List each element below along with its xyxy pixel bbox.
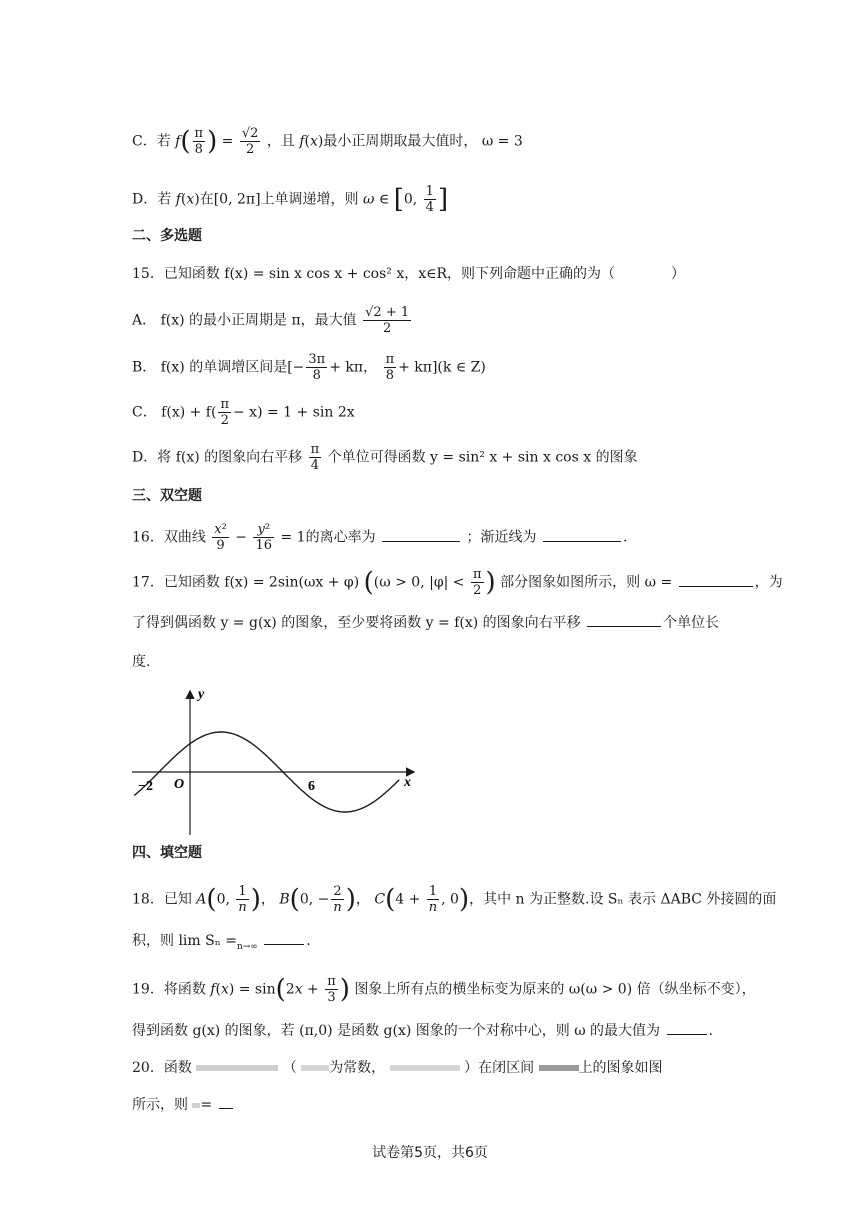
fraction: $\frac{1}{n}$ xyxy=(238,884,247,915)
fraction: $\frac{2}{n}$ xyxy=(333,884,342,915)
text: . xyxy=(708,1023,713,1039)
text: = 1的离心率为 xyxy=(280,529,376,546)
answer-blank[interactable] xyxy=(219,1094,233,1109)
x-axis-label: x xyxy=(404,775,411,790)
fraction: $\frac{\pi}{8}$ xyxy=(385,352,395,383)
section-multiple-choice: 二、多选题 xyxy=(132,228,202,244)
fraction: $\frac{√2 + 1}{2}$ xyxy=(365,305,410,336)
pos-tick-label: 6 xyxy=(308,779,315,794)
q14-option-c: C．若 f( $\frac{\pi}{8}$ ) = $\frac{√2}{2}$ ，且 f(x)最小正周期取最大值时， ω = 3 xyxy=(132,126,523,157)
text: 最小正周期取最大值时， xyxy=(323,133,478,150)
q15-stem xyxy=(132,264,685,284)
math-text: f(x) = sin x cos x + cos² x xyxy=(224,266,405,282)
q18-line2 xyxy=(132,930,311,957)
question-number: 19．将函数 xyxy=(132,981,206,998)
answer-blank[interactable] xyxy=(667,1020,707,1035)
text: 上的图象如图 xyxy=(578,1060,663,1076)
q18-line1: 18．已知 A(0, $\frac{1}{n}$ )， B(0, − $\frac{2}{n}$ )， C(4 + $\frac{1}{n}$ , 0)，其中 n 为正整数.设 Sₙ 表示 ΔABC 外接圆的面 xyxy=(132,884,777,915)
option-label: D．若 xyxy=(132,191,172,208)
question-number: 17．已知函数 xyxy=(132,574,220,591)
text: . xyxy=(306,933,311,949)
option-label: A． xyxy=(132,312,157,329)
garbled-formula xyxy=(196,1065,278,1071)
text: f(x) 的图象向右平移 xyxy=(175,449,303,466)
q20-line1 xyxy=(132,1058,663,1078)
fraction: $\frac{\text{x²}}{9}$ xyxy=(214,522,227,553)
garbled-interval xyxy=(539,1065,579,1071)
text: . xyxy=(622,529,628,546)
answer-blank[interactable] xyxy=(679,572,753,587)
option-label: C．若 xyxy=(132,133,171,150)
option-label: C． xyxy=(132,404,157,421)
fraction: $\frac{\pi}{4}$ xyxy=(310,442,320,473)
q19-line2 xyxy=(132,1020,713,1041)
math-text: (ω > 0, |φ| < xyxy=(373,574,465,591)
fraction: $\frac{√2}{2}$ xyxy=(241,126,259,157)
q14-option-d: D．若 f(x)在[0, 2π]上单调递增，则 ω ∈ [0, $\frac{1}{4}$ ] xyxy=(132,184,449,215)
q16: 16．双曲线 $\frac{\text{x²}}{9}$ − $\frac{\text{y²}}{16}$ = 1的离心率为 ；渐近线为 . xyxy=(132,522,628,553)
origin-label: O xyxy=(174,777,185,792)
fraction: $\frac{\text{y²}}{16}$ xyxy=(255,522,273,553)
fraction: $\frac{\pi}{2}$ xyxy=(220,397,229,428)
garbled-condition xyxy=(390,1065,460,1071)
text: 个单位可得函数 y = sin² x + sin x cos x 的图象 xyxy=(327,449,638,466)
text: + kπ](k ∈ Z) xyxy=(398,359,486,376)
text: ，其中 n 为正整数.设 Sₙ 表示 ΔABC 外接圆的面 xyxy=(469,891,777,908)
math-text: f(x) = 2sin(ωx + φ) xyxy=(224,574,360,591)
text: = xyxy=(200,1097,213,1113)
text: ，x∈R，则下列命题中正确的为（ ） xyxy=(404,266,686,282)
q20-line2 xyxy=(132,1094,235,1115)
text: 上单调递增，则 xyxy=(260,191,359,208)
math-text: ω = 3 xyxy=(481,133,523,150)
text: 部分图象如图所示，则 ω = xyxy=(500,574,673,591)
text: ；渐近线为 xyxy=(466,529,537,546)
q15-option-b xyxy=(132,352,486,383)
fraction: $\frac{3\pi}{8}$ xyxy=(308,352,326,383)
question-number: 15．已知函数 xyxy=(132,266,220,282)
fraction: $\frac{\pi}{3}$ xyxy=(327,974,336,1005)
math-text: lim Sₙ = xyxy=(178,933,237,949)
answer-blank[interactable] xyxy=(587,612,661,627)
fraction: $\frac{\pi}{8}$ xyxy=(194,126,204,157)
fraction: $\frac{\pi}{2}$ xyxy=(472,567,482,598)
q19-line1: 19．将函数 f(x) = sin(2x + $\frac{\pi}{3}$ ) 图象上所有点的横坐标变为原来的 ω(ω > 0) 倍（纵坐标不变）， xyxy=(132,974,756,1005)
text: 得到函数 g(x) 的图象，若 (π,0) 是函数 g(x) 图象的一个对称中心，则 ω 的最大值为 xyxy=(132,1023,661,1039)
section-double-blank: 三、双空题 xyxy=(132,488,202,504)
text: ，为 xyxy=(754,574,783,591)
section-fill-blank: 四、填空题 xyxy=(132,845,202,861)
fraction: $\frac{1}{n}$ xyxy=(428,884,438,915)
page-footer: 试卷第5页，共6页 xyxy=(372,1145,488,1161)
option-label: D．将 xyxy=(132,449,172,466)
text: + kπ， xyxy=(329,359,378,376)
neg-tick-label: −2 xyxy=(138,779,153,794)
text: 所示，则 xyxy=(132,1097,188,1113)
answer-blank[interactable] xyxy=(543,527,621,542)
text: 了得到偶函数 y = g(x) 的图象，至少要将函数 y = f(x) 的图象向右平移 xyxy=(132,615,581,631)
text: 图象上所有点的横坐标变为原来的 ω(ω > 0) 倍（纵坐标不变）， xyxy=(354,981,756,998)
question-number: 16．双曲线 xyxy=(132,529,206,546)
q15-option-d xyxy=(132,442,638,473)
limit-subscript: n→∞ xyxy=(236,941,258,952)
garbled-constants xyxy=(301,1065,329,1071)
q15-option-c xyxy=(132,397,355,428)
question-number: 20．函数 xyxy=(132,1060,192,1076)
option-label: B． xyxy=(132,359,157,376)
y-axis-label: y xyxy=(198,687,205,702)
text: 积，则 xyxy=(132,933,174,949)
q17-line1: 17．已知函数 f(x) = 2sin(ωx + φ) ((ω > 0, |φ| < $\frac{\pi}{2}$ ) 部分图象如图所示，则 ω = ，为 xyxy=(132,567,783,598)
math-text: f(x) + f( xyxy=(161,404,217,421)
text: f(x) 的最小正周期是 π，最大值 xyxy=(160,312,357,329)
text: 为常数， xyxy=(329,1060,386,1076)
math-text: [0, 2π] xyxy=(213,191,261,208)
text: ，且 xyxy=(266,133,295,150)
q15-option-a xyxy=(132,305,413,336)
text: ）在闭区间 xyxy=(464,1060,535,1076)
sine-graph xyxy=(128,680,428,840)
answer-blank[interactable] xyxy=(264,930,304,945)
q17-line2 xyxy=(132,612,719,633)
fraction: $\frac{1}{4}$ xyxy=(425,184,434,215)
question-number: 18．已知 xyxy=(132,891,192,908)
answer-blank[interactable] xyxy=(382,527,460,542)
text: 在 xyxy=(199,191,214,208)
math-text: − x) = 1 + sin 2x xyxy=(233,404,355,421)
q17-line3: 度. xyxy=(132,654,151,670)
text: （ xyxy=(282,1060,297,1076)
text: f(x) 的单调增区间是[− xyxy=(160,359,305,376)
text: 个单位长 xyxy=(663,615,720,631)
